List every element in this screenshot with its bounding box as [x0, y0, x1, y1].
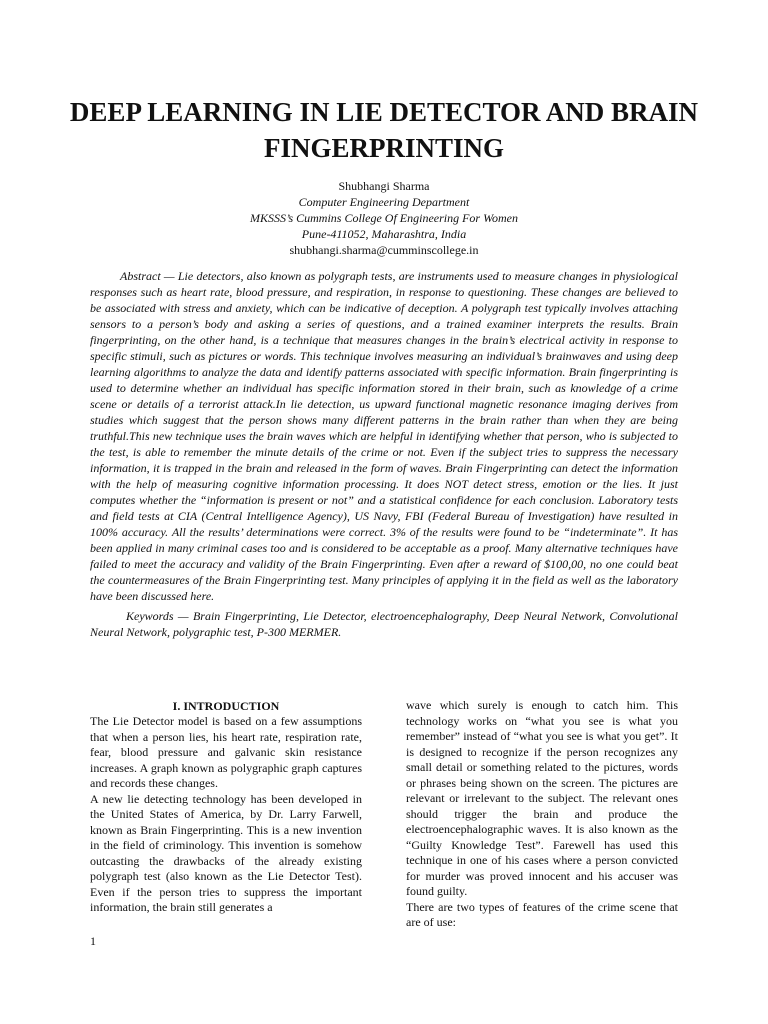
author-block [60, 178, 708, 258]
abstract: Abstract — Lie detectors, also known as polygraph tests, are instruments used to measure changes in physiological responses such as heart rate, blood pressure, and respiration, in response to questioning. These changes are believed to be associated with stress and anxiety, which can be indicative of deception. A polygraph test typically involves attaching sensors to a person’s body and asking a series of questions, and a trained examiner interprets the results. Brain fingerprinting, on the other hand, is a technique that measures changes in the brain’s electrical activity in response to specific stimuli, such as pictures or words. This technique involves measuring an individual’s brainwaves and using deep learning algorithms to analyze the data and identify patterns associated with specific information. Brain fingerprinting is used to determine whether an individual has specific information stored in their brain, such as knowledge of a crime scene or details of a terrorist attack.In lie detection, us upward functional magnetic resonance imaging derives from studies which suggest that the person shows many different patterns in the brain rather than when they are being truthful.This new technique uses the brain waves which are helpful in identifying whether that person, who is subjected to the test, is able to remember the minute details of the crime or not. Even if the subject tries to suppress the necessary information, it is trapped in the brain and released in the form of waves. Brain Fingerprinting can detect the information with the help of measuring cognitive information processing. It does NOT detect stress, emotion or the lies. It just computes whether the “information is present or not” and a statistical confidence for each conclusion. Laboratory tests and field tests at CIA (Central Intelligence Agency), US Navy, FBI (Federal Bureau of Investigation) have resulted in 100% accuracy. All the results’ determinations were correct. 3% of the results were found to be “indeterminate”. It has been applied in many criminal cases too and is considered to be acceptable as a proof. Many alternative techniques have failed to meet the accuracy and validity of the Brain Fingerprinting. Even after a reward of $100,00, no one could beat the countermeasures of the Brain Fingerprinting test. Many principles of applying it in the field as well as the laboratory have been discussed here. [90, 269, 678, 603]
author-location: Pune-411052, Maharashtra, India [301, 227, 467, 241]
section-heading: I. INTRODUCTION [172, 699, 280, 713]
author-institution: MKSSS’s Cummins College Of Engineering For Women [250, 211, 518, 225]
author-name: Shubhangi Sharma [338, 179, 430, 193]
left-column [90, 698, 362, 916]
author-department: Computer Engineering Department [298, 195, 470, 209]
page-number: 1 [90, 934, 96, 948]
intro-paragraph-2: A new lie detecting technology has been developed in the United States of America, by Dr. Larry Farwell, known as Brain Fingerprinting. This is a new invention in the field of criminology. This invention is somehow outcasting the drawbacks of the already existing polygraph test (also known as the Lie Detector Test). Even if the person tries to suppress the important information, the brain still generates a [90, 791, 362, 914]
right-column [406, 698, 678, 931]
intro-paragraph-4: There are two types of features of the crime scene that are of use: [406, 899, 678, 929]
intro-paragraph-3: wave which surely is enough to catch him. This technology works on “what you see is what you remember” instead of “what you see is what you get”. It is designed to recognize if the person recognizes any small detail or something related to the pictures, words or phrases being shown on the screen. The pictures are relevant or irrelevant to the subject. The relevant ones should trigger the brain and produce the electroencephalographic waves. It is also known as the “Guilty Knowledge Test”. Farewell has used this technique in one of his cases where a person convicted for murder was proved innocent and his accuser was found guilty. [406, 698, 678, 898]
paper-title: DEEP LEARNING IN LIE DETECTOR AND BRAIN FINGERPRINTING [69, 97, 699, 163]
author-email: shubhangi.sharma@cumminscollege.in [289, 243, 479, 257]
intro-paragraph-1: The Lie Detector model is based on a few assumptions that when a person lies, his heart rate, respiration rate, fear, blood pressure and galvanic skin resistance increases. A graph known as polygraphic graph captures and records these changes. [90, 714, 362, 790]
keywords: Keywords — Brain Fingerprinting, Lie Detector, electroencephalography, Deep Neural Network, Convolutional Neural Network, polygraphic test, P-300 MERMER. [90, 609, 678, 639]
